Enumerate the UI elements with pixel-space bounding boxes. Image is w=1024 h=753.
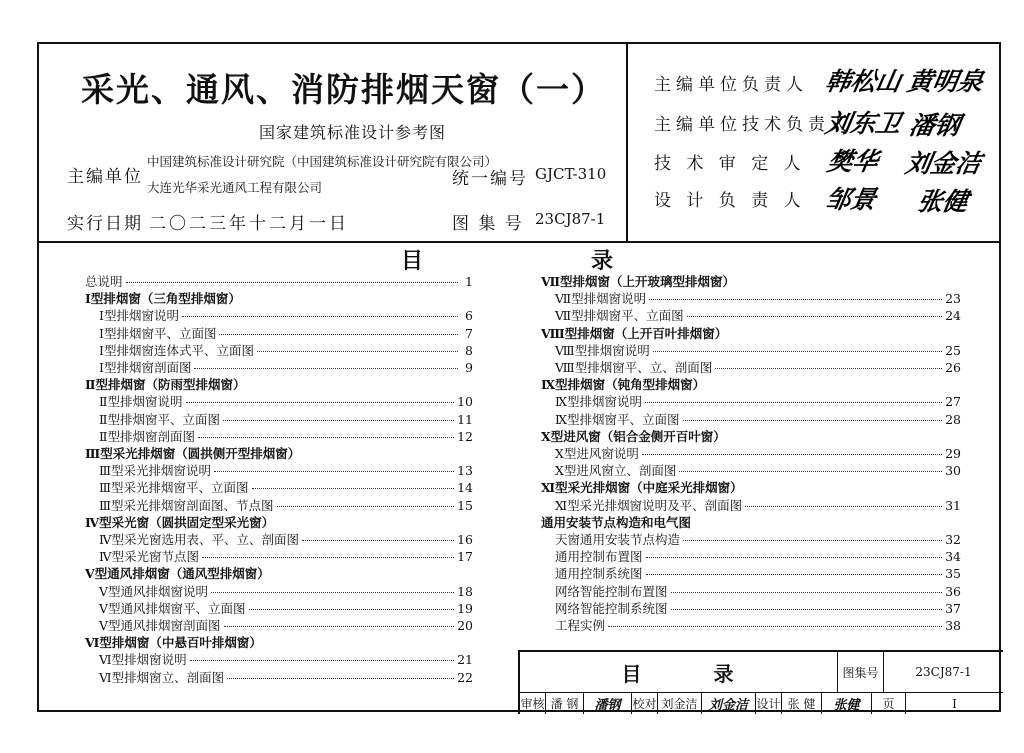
toc-entry	[99, 616, 473, 633]
toc-entry-title: Ⅰ型排烟窗连体式平、立面图	[99, 342, 254, 358]
toc-entry-title: Ⅺ型采光排烟窗（中庭采光排烟窗）	[541, 480, 743, 496]
signature: 张健	[915, 187, 971, 216]
dot-leader	[252, 488, 455, 489]
toc-page-number: 31	[945, 497, 961, 513]
title-block-name-left: 目	[621, 661, 644, 686]
toc-entry	[99, 530, 473, 547]
toc-page-number: 28	[945, 411, 961, 427]
toc-entry-title: Ⅲ型采光排烟窗平、立面图	[99, 480, 249, 496]
toc-entry-title: 网络智能控制布置图	[555, 583, 668, 599]
toc-section	[541, 513, 961, 530]
toc-entry-title: Ⅲ型采光排烟窗剖面图、节点图	[99, 497, 274, 513]
toc-page-number: 6	[465, 308, 473, 324]
atlas-no-label: 图 集 号	[452, 214, 524, 234]
page-label: 页	[872, 693, 906, 714]
toc-entry-title: Ⅹ型进风窗立、剖面图	[555, 463, 677, 479]
toc-entry	[555, 410, 961, 427]
review-label: 审核	[520, 693, 546, 714]
toc-heading-left: 目	[401, 248, 424, 274]
signature: 韩松山	[823, 67, 904, 96]
dot-leader	[186, 402, 455, 403]
toc-entry	[555, 444, 961, 461]
toc-page-number: 15	[457, 497, 473, 513]
toc-page-number: 26	[945, 360, 961, 375]
toc-entry-title: Ⅷ型排烟窗说明	[555, 342, 650, 358]
dot-leader	[224, 626, 455, 627]
toc-page-number: 19	[457, 600, 473, 616]
toc-entry	[99, 392, 473, 409]
toc-page-number: 25	[945, 342, 961, 358]
toc-page-number: 27	[945, 394, 961, 410]
unified-no: GJCT-310	[535, 165, 607, 183]
toc-entry	[99, 427, 473, 444]
toc-entry	[555, 289, 961, 306]
toc-entry	[99, 599, 473, 616]
toc-page-number: 22	[457, 669, 473, 685]
toc-entry-title: Ⅸ型排烟窗平、立面图	[555, 411, 680, 427]
dot-leader	[645, 402, 942, 403]
dot-leader	[642, 454, 942, 455]
toc-entry-title: 通用安装节点构造和电气图	[541, 514, 692, 530]
toc-entry	[99, 341, 473, 358]
dot-leader	[277, 506, 455, 507]
toc-entry	[99, 306, 473, 323]
toc-entry-title: 网络智能控制系统图	[555, 600, 668, 616]
signature: 黄明泉	[905, 67, 986, 96]
toc-page-number: 21	[457, 652, 473, 668]
toc-page-number: 29	[945, 446, 961, 461]
drawing-frame	[37, 42, 1001, 712]
toc-entry	[99, 358, 473, 375]
toc-page-number: 9	[465, 360, 473, 375]
dot-leader	[219, 334, 458, 335]
editor-unit-line1: 中国建筑标准设计研究院（中国建筑标准设计研究院有限公司）	[147, 154, 498, 169]
dot-leader	[194, 368, 458, 369]
toc-entry-title: Ⅶ型排烟窗平、立面图	[555, 308, 684, 324]
toc-entry-title: Ⅳ型采光窗选用表、平、立、剖面图	[99, 532, 299, 547]
toc-entry	[555, 599, 961, 616]
toc-entry-title: Ⅸ型排烟窗（钝角型排烟窗）	[541, 377, 706, 393]
dot-leader	[646, 574, 943, 575]
dot-leader	[211, 592, 454, 593]
toc-section	[85, 633, 473, 650]
toc-entry	[555, 306, 961, 323]
dot-leader	[126, 282, 458, 283]
toc-page-number: 23	[945, 291, 961, 307]
toc-entry	[555, 496, 961, 513]
dot-leader	[249, 609, 455, 610]
toc-entry-title: 通用控制布置图	[555, 549, 643, 565]
toc-entry-title: Ⅱ型排烟窗说明	[99, 394, 183, 410]
signature: 刘金洁	[903, 149, 984, 178]
dot-leader	[745, 506, 942, 507]
toc-entry	[99, 650, 473, 667]
toc-entry	[99, 547, 473, 564]
reviewer-signature: 潘钢	[584, 693, 632, 714]
designer-signature: 张健	[822, 693, 872, 714]
dot-leader	[608, 626, 942, 627]
toc-entry-title: Ⅴ型通风排烟窗剖面图	[99, 618, 221, 633]
unified-no-label: 统一编号	[452, 169, 528, 189]
toc-entry-title: Ⅸ型排烟窗说明	[555, 394, 643, 410]
toc-section	[541, 375, 961, 392]
toc-entry-title: Ⅱ型排烟窗（防雨型排烟窗）	[85, 377, 246, 393]
dot-leader	[671, 592, 943, 593]
dot-leader	[653, 351, 942, 352]
toc-page-number: 7	[465, 325, 473, 341]
reviewer-name: 潘 钢	[546, 693, 584, 714]
toc-entry-title: Ⅰ型排烟窗（三角型排烟窗）	[85, 291, 241, 307]
signature: 邹景	[823, 185, 879, 214]
dot-leader	[182, 316, 458, 317]
toc-section	[85, 564, 473, 581]
toc-entry	[99, 478, 473, 495]
toc-section	[541, 478, 961, 495]
toc-page-number: 24	[945, 308, 961, 324]
toc-section	[85, 375, 473, 392]
date-label: 实行日期	[67, 214, 143, 234]
toc-page-number: 11	[457, 411, 473, 427]
toc-entry-title: Ⅳ型采光窗（圆拱固定型采光窗）	[85, 514, 275, 530]
toc-page-number: 12	[457, 428, 473, 444]
toc-entry-title: 总说明	[85, 274, 123, 289]
dot-leader	[683, 420, 943, 421]
toc-page-number: 13	[457, 463, 473, 479]
dot-leader	[214, 471, 454, 472]
toc-page-number: 35	[945, 566, 961, 582]
atlas-number: 23CJ87-1	[915, 665, 972, 679]
header-info	[39, 44, 628, 241]
check-label: 校对	[632, 693, 658, 714]
toc-entry	[99, 496, 473, 513]
toc-entry	[555, 392, 961, 409]
toc-entry-title: Ⅵ型排烟窗（中悬百叶排烟窗）	[85, 635, 262, 651]
dot-leader	[683, 540, 942, 541]
toc-page-number: 16	[457, 532, 473, 547]
dot-leader	[302, 540, 454, 541]
toc-entry-title: Ⅴ型通风排烟窗平、立面图	[99, 600, 246, 616]
toc-entry	[99, 582, 473, 599]
design-label: 设计	[756, 693, 782, 714]
signature: 刘东卫	[823, 109, 904, 138]
toc-entry	[555, 564, 961, 581]
toc-entry-title: Ⅱ型排烟窗平、立面图	[99, 411, 220, 427]
title-block-name	[520, 652, 838, 692]
toc-entry	[99, 410, 473, 427]
toc-section	[85, 444, 473, 461]
toc-page-number: 32	[945, 532, 961, 547]
editor-unit-line2: 大连光华采光通风工程有限公司	[147, 180, 323, 195]
atlas-label: 图集号	[838, 652, 884, 692]
toc-page-number: 20	[457, 618, 473, 633]
document-subtitle: 国家建筑标准设计参考图	[259, 123, 447, 142]
toc-entry-title: Ⅷ型排烟窗平、立、剖面图	[555, 360, 713, 375]
toc-page-number: 18	[457, 583, 473, 599]
checker-name: 刘金洁	[658, 693, 702, 714]
responsibility-panel	[628, 44, 999, 241]
title-block	[518, 650, 1003, 714]
toc-entry	[555, 341, 961, 358]
toc-entry-title: Ⅳ型采光窗节点图	[99, 549, 199, 565]
date-value: 二〇二三年十二月一日	[149, 214, 349, 234]
title-block-name-right: 录	[713, 661, 736, 686]
document-title: 采光、通风、消防排烟天窗（一）	[81, 70, 606, 109]
toc-entry-title: Ⅶ型排烟窗说明	[555, 291, 647, 307]
signature: 潘钢	[907, 111, 963, 140]
toc-entry-title: Ⅰ型排烟窗剖面图	[99, 360, 192, 375]
toc-page-number: 17	[457, 549, 473, 565]
toc-entry-title: 通用控制系统图	[555, 566, 643, 582]
toc-page-number: 8	[465, 342, 473, 358]
toc-entry	[99, 324, 473, 341]
toc-entry-title: Ⅷ型排烟窗（上开百叶排烟窗）	[541, 325, 728, 341]
toc-page-number: 38	[945, 618, 961, 633]
toc-entry-title: Ⅶ型排烟窗（上开玻璃型排烟窗）	[541, 274, 736, 289]
toc-entry	[99, 668, 473, 685]
toc-page-number: 37	[945, 600, 961, 616]
toc-page-number: 34	[945, 549, 961, 565]
toc-entry-title: Ⅲ型采光排烟窗说明	[99, 463, 212, 479]
toc-entry-title: Ⅰ型排烟窗平、立面图	[99, 325, 217, 341]
toc-entry	[555, 547, 961, 564]
toc-entry	[99, 461, 473, 478]
dot-leader	[202, 557, 454, 558]
dot-leader	[649, 299, 942, 300]
role-label: 主编单位负责人	[654, 75, 808, 95]
dot-leader	[715, 368, 942, 369]
dot-leader	[646, 557, 943, 558]
page-number: I	[952, 696, 957, 711]
toc-page-number: 10	[457, 394, 473, 410]
toc-section	[85, 289, 473, 306]
toc-page-number: 1	[465, 274, 473, 289]
toc-entry-title: 天窗通用安装节点构造	[555, 532, 681, 547]
toc-entry-title: Ⅴ型通风排烟窗（通风型排烟窗）	[85, 566, 270, 582]
toc-heading-right: 录	[591, 248, 614, 274]
toc-entry	[555, 616, 961, 633]
dot-leader	[679, 471, 942, 472]
role-label: 技 术 审 定 人	[654, 154, 806, 174]
toc-section	[541, 272, 961, 289]
toc-page-number: 36	[945, 583, 961, 599]
toc-section	[541, 324, 961, 341]
toc-entry-title: Ⅰ型排烟窗说明	[99, 308, 179, 324]
dot-leader	[227, 678, 454, 679]
designer-name: 张 健	[782, 693, 822, 714]
atlas-no: 23CJ87-1	[535, 210, 606, 228]
editor-unit-label: 主编单位	[67, 167, 143, 187]
toc-entry-title: Ⅲ型采光排烟窗（圆拱侧开型排烟窗）	[85, 446, 301, 461]
toc-page-number: 30	[945, 463, 961, 479]
dot-leader	[257, 351, 458, 352]
dot-leader	[223, 420, 454, 421]
signature: 樊华	[825, 147, 881, 176]
dot-leader	[671, 609, 943, 610]
dot-leader	[198, 437, 454, 438]
toc-entry-title: Ⅴ型通风排烟窗说明	[99, 583, 209, 599]
toc-entry-title: Ⅺ型采光排烟窗说明及平、剖面图	[555, 497, 743, 513]
dot-leader	[190, 660, 455, 661]
checker-signature: 刘金洁	[702, 693, 756, 714]
toc-entry	[555, 358, 961, 375]
toc-entry-title: Ⅹ型进风窗说明	[555, 446, 639, 461]
toc-section	[85, 513, 473, 530]
toc-entry	[555, 582, 961, 599]
toc-entry	[85, 272, 473, 289]
toc-entry	[555, 530, 961, 547]
toc-entry-title: 工程实例	[555, 618, 606, 633]
toc-entry-title: Ⅱ型排烟窗剖面图	[99, 428, 195, 444]
toc-section	[541, 427, 961, 444]
toc-page-number: 14	[457, 480, 473, 496]
dot-leader	[687, 316, 942, 317]
toc-entry-title: Ⅹ型进风窗（铝合金侧开百叶窗）	[541, 428, 726, 444]
header-block	[39, 44, 999, 243]
toc-entry-title: Ⅵ型排烟窗说明	[99, 652, 187, 668]
role-label: 设 计 负 责 人	[654, 191, 806, 211]
role-label: 主编单位技术负责人	[654, 115, 852, 135]
toc-entry-title: Ⅵ型排烟窗立、剖面图	[99, 669, 225, 685]
toc-entry	[555, 461, 961, 478]
